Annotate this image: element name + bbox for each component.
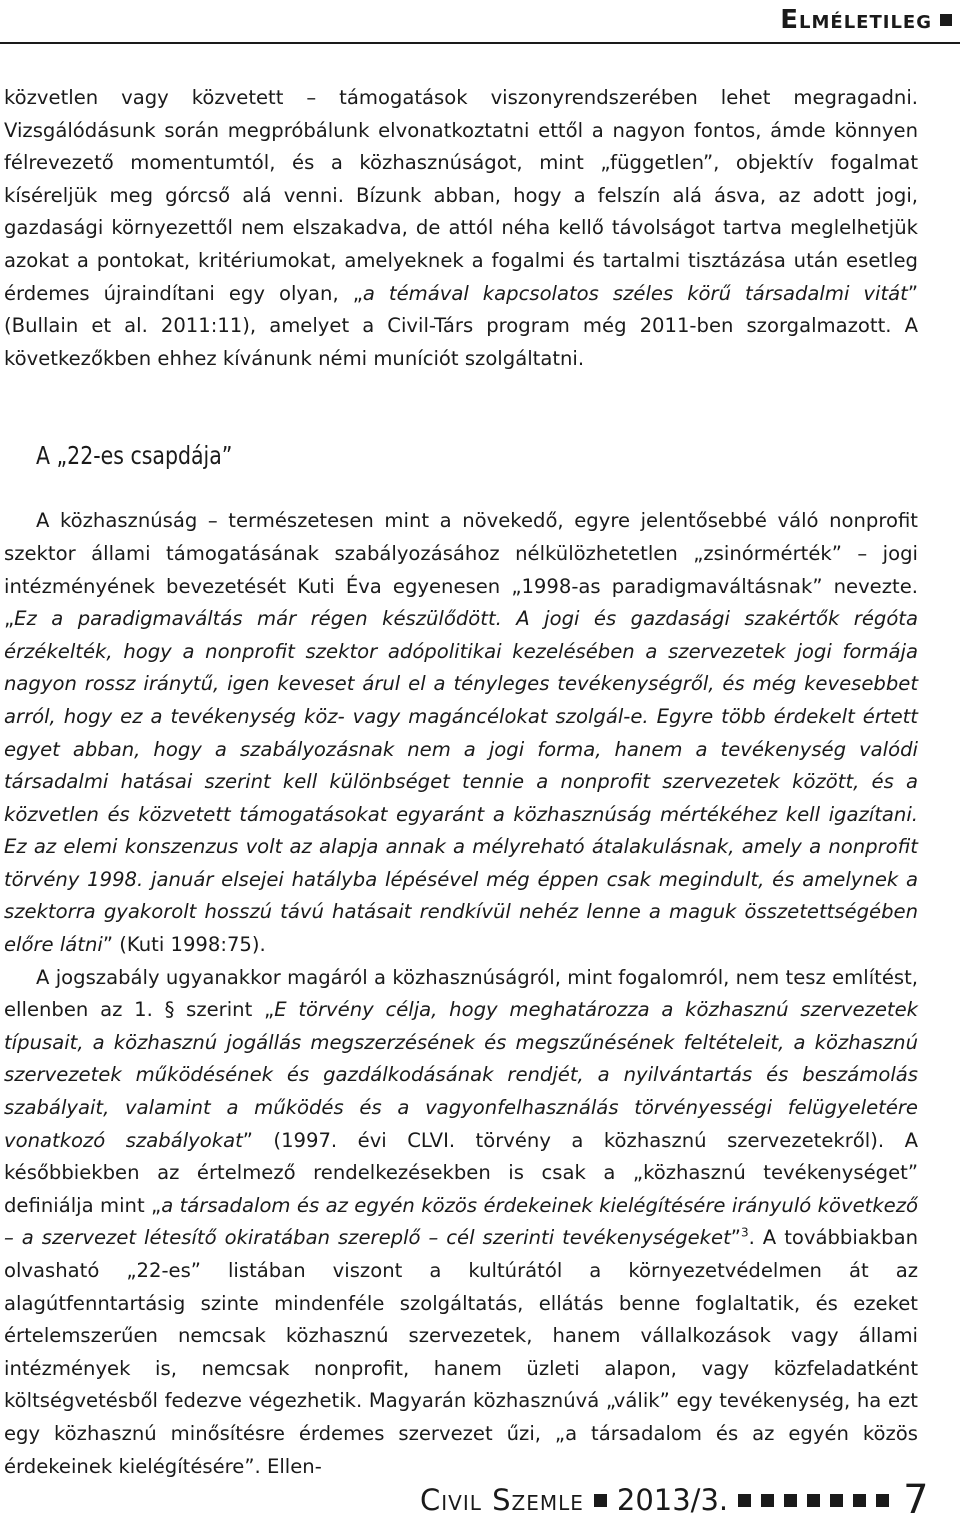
square-bullet-icon <box>761 1494 774 1507</box>
section-heading: A „22-es csapdája” <box>36 441 233 471</box>
body-text: ” (Kuti 1998:75). <box>102 933 266 957</box>
square-bullet-icon <box>876 1494 889 1507</box>
square-bullet-icon <box>738 1494 751 1507</box>
paragraph-1 <box>4 82 918 375</box>
square-bullet-icon <box>784 1494 797 1507</box>
issue-number: 2013/3. <box>616 1483 729 1517</box>
paragraph-2 <box>4 505 918 961</box>
body-text: ” (Bullain et al. 2011:11), amelyet a Civil-Társ program még 2011-ben szorgalmazott. A következőkben ehhez kívánunk némi muníciót szolgáltatni. <box>4 281 918 370</box>
article-body <box>4 82 918 1483</box>
running-header <box>780 0 960 40</box>
body-text: . A továbbiakban olvasható „22-es” listában viszont a kultúrától a környezetvédelmen át az alagútfenntartásig szinte mindenféle szolgáltatás, ellátás benne foglaltatik, és ezeket értelemszerűen nemcsak közhasznú szervezetek, hanem vállalkozások vagy állami intézmények is, nemcsak nonprofit, hanem üzleti alapon, vagy közfeladatként költségvetésből fedezve végezhetik. Magyarán közhasznúvá „válik” egy tevékenység, ha ezt egy közhasznú minősítésre érdemes szervezet űzi, „a társadalom és az egyén közös érdekeinek kielégítésére”. Ellen- <box>4 1226 918 1478</box>
square-bullet-icon <box>830 1494 843 1507</box>
journal-name: Civil Szemle <box>420 1483 584 1517</box>
quoted-text: a társadalom és az egyén közös érdekeinek kielégítésére irányuló következő – a szervezet létesítő okiratában szereplő – cél szerinti tevékenységeket <box>4 1193 918 1250</box>
quoted-text: a témával kapcsolatos széles körű társadalmi vitát <box>362 281 908 305</box>
page-number: 7 <box>903 1477 929 1523</box>
body-text: közvetlen vagy közvetett – támogatások viszonyrendszerében lehet megragadni. Vizsgálódásunk során megpróbálunk elvonatkoztatni ettől a nagyon fontos, ámde könnyen félrevezető momentumtól, és a közhasznúságot, mint „független”, objektív fogalmat kíséreljük meg górcső alá venni. Bízunk abban, hogy a felszín alá ásva, az adott jogi, gazdasági környezettől nem elszakadva, de attól néha kellő távolságot tartva meglelhetjük azokat a pontokat, kritériumokat, amelyeknek a fogalmi és tartalmi tisztázása után esetleg érdemes újraindítani egy olyan, „ <box>4 86 918 305</box>
header-rule <box>0 42 960 44</box>
quoted-text: E törvény célja, hogy meghatározza a közhasznú szervezetek típusait, a közhasznú jogállás megszerzésének és megszűnésének feltételeit, a közhasznú szervezetek működésének és gazdálkodásának rendjét, a nyilvántartás és beszámolás szabályait, valamint a működés és a vagyonfelhasználás törvényességi felügyeletére vonatkozó szabályokat <box>4 998 918 1152</box>
body-text: A jogszabály ugyanakkor magáról a közhasznúságról, mint fogalomról, nem tesz említést, ellenben az 1. § szerint „ <box>4 965 918 1022</box>
body-text: ” (1997. évi CLVI. törvény a közhasznú szervezetekről). A későbbiekben az értelmező rendelkezésekben is csak a „közhasznú tevékenységet” definiálja mint „ <box>4 1128 918 1217</box>
body-text: 3 <box>740 1225 749 1240</box>
paragraph-3 <box>4 962 918 1484</box>
section-title: Elméletileg <box>780 5 932 35</box>
body-text: ” <box>730 1226 741 1250</box>
square-bullet-icon <box>853 1494 866 1507</box>
body-text: A közhasznúság – természetesen mint a növekedő, egyre jelentősebbé váló nonprofit szektor állami támogatásának szabályozásához nélkülözhetetlen „zsinórmérték” – jogi intézményének bevezetését Kuti Éva egyenesen „1998-as paradigmaváltásnak” nevezte. „ <box>4 509 918 631</box>
square-bullet-icon <box>940 14 952 26</box>
square-bullet-icon <box>807 1494 820 1507</box>
square-bullet-icon <box>594 1494 607 1507</box>
quoted-text: Ez a paradigmaváltás már régen készülődött. A jogi és gazdasági szakértők régóta érzékelték, hogy a nonprofit szektor adópolitikai kezelésében a szervezetek jogi formája nagyon rossz iránytű, igen keveset árul el a tényleges tevékenységről, és még kevesebbet arról, hogy ez a tevékenység köz- vagy magáncélokat szolgál-e. Egyre több érdekelt értett egyet abban, hogy a szabályozásnak nem a jogi forma, hanem a tevékenység valódi társadalmi hatásai szerint kell különbséget tennie a nonprofit szervezetek között, és a közvetlen és közvetett támogatásokat egyaránt a közhasznúság mértékéhez kell igazítani. Ez az elemi konszenzus volt az alapja annak a mélyreható átalakulásnak, amely a nonprofit törvény 1998. január elsejei hatályba lépésével még éppen csak megindult, és amelynek a szektorra gyakorolt hosszú távú hatásait rendkívül nehéz lenne a maguk összetettségében előre látni <box>4 607 918 957</box>
running-footer <box>420 1478 929 1522</box>
